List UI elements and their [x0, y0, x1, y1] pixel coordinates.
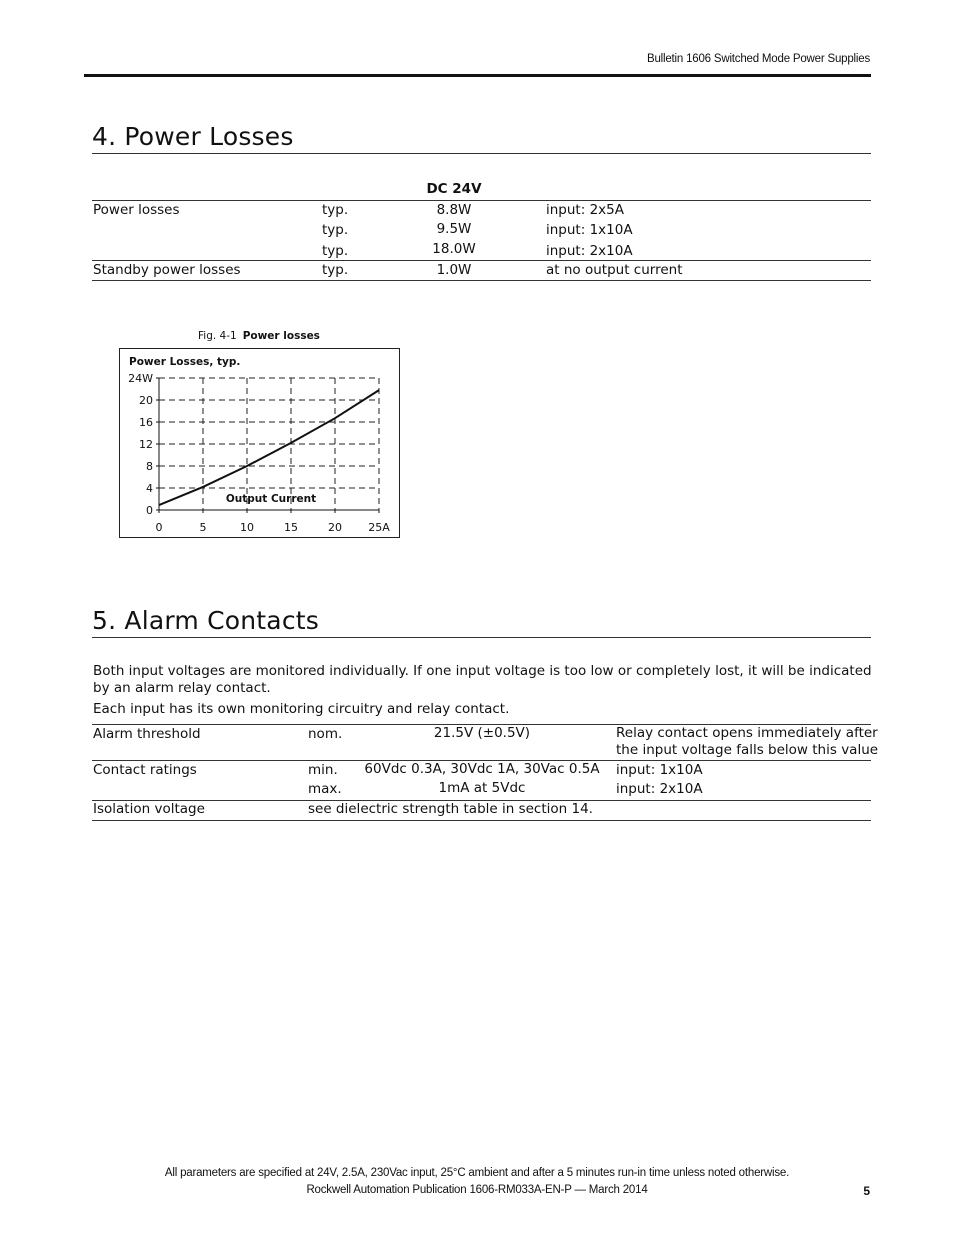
- table-rule: [92, 280, 871, 281]
- section-title-alarm-contacts: 5. Alarm Contacts: [92, 606, 319, 635]
- value: see dielectric strength table in section 14.: [308, 801, 593, 817]
- figure-caption: [198, 330, 320, 342]
- footer-note: All parameters are specified at 24V, 2.5A, 230Vac input, 25°C ambient and after a 5 minutes run-in time unless noted otherwise.: [164, 1167, 790, 1179]
- value: 9.5W: [436, 221, 472, 237]
- param-label: Alarm threshold: [93, 726, 201, 742]
- x-axis-label: Output Current: [225, 493, 317, 505]
- x-tick-label: 0: [155, 521, 163, 534]
- note: the input voltage falls below this value: [616, 742, 879, 758]
- y-tick-label: 12: [139, 438, 153, 451]
- value: 21.5V (±0.5V): [433, 725, 531, 741]
- param-label: Power losses: [93, 202, 180, 218]
- chart-grid: [159, 378, 379, 510]
- qualifier: typ.: [322, 262, 349, 278]
- y-tick-label: 24W: [128, 372, 153, 385]
- column-header-dc24v: DC 24V: [426, 181, 482, 197]
- param-label: Contact ratings: [93, 762, 197, 778]
- figure-number: Fig. 4-1: [198, 330, 237, 342]
- y-tick-label: 20: [139, 394, 153, 407]
- paragraph: Each input has its own monitoring circuitry and relay contact.: [93, 701, 510, 717]
- note: input: 2x10A: [616, 781, 703, 797]
- value: 60Vdc 0.3A, 30Vdc 1A, 30Vac 0.5A: [364, 761, 600, 777]
- note: input: 2x5A: [546, 202, 624, 218]
- note: input: 2x10A: [546, 243, 633, 259]
- value: 18.0W: [432, 241, 476, 257]
- chart-svg: [120, 349, 401, 539]
- chart-title: Power Losses, typ.: [129, 356, 241, 368]
- x-tick-label: 10: [240, 521, 254, 534]
- header-rule: [84, 74, 871, 77]
- page-number: 5: [863, 1184, 870, 1198]
- note: at no output current: [546, 262, 683, 278]
- note: input: 1x10A: [616, 762, 703, 778]
- table-rule: [92, 820, 871, 821]
- qualifier: min.: [308, 762, 338, 778]
- qualifier: typ.: [322, 202, 349, 218]
- qualifier: typ.: [322, 222, 349, 238]
- figure-title: Power losses: [242, 330, 320, 342]
- footer-publication: Rockwell Automation Publication 1606-RM033A-EN-P — March 2014: [306, 1184, 648, 1196]
- x-tick-label: 25A: [368, 521, 390, 534]
- section-rule: [92, 153, 871, 154]
- qualifier: nom.: [308, 726, 343, 742]
- note: input: 1x10A: [546, 222, 633, 238]
- header-title: Bulletin 1606 Switched Mode Power Supplies: [646, 53, 870, 65]
- y-tick-label: 8: [146, 460, 153, 473]
- paragraph: Both input voltages are monitored individually. If one input voltage is too low or completely lost, it will be indicated by an alarm relay contact.: [93, 663, 872, 696]
- y-tick-label: 4: [146, 482, 153, 495]
- value: 1mA at 5Vdc: [438, 780, 526, 796]
- section-title-power-losses: 4. Power Losses: [92, 122, 294, 151]
- note: Relay contact opens immediately after: [616, 725, 878, 741]
- x-tick-label: 5: [199, 521, 207, 534]
- power-losses-chart: [119, 348, 400, 538]
- x-tick-label: 15: [284, 521, 298, 534]
- value: 8.8W: [436, 202, 472, 218]
- y-tick-label: 0: [146, 504, 153, 517]
- table-rule: [92, 260, 871, 261]
- qualifier: max.: [308, 781, 342, 797]
- qualifier: typ.: [322, 243, 349, 259]
- section-rule: [92, 637, 871, 638]
- y-tick-label: 16: [139, 416, 153, 429]
- param-label: Standby power losses: [93, 262, 241, 278]
- param-label: Isolation voltage: [93, 801, 205, 817]
- value: 1.0W: [436, 262, 472, 278]
- table-rule: [92, 200, 871, 201]
- x-tick-label: 20: [328, 521, 342, 534]
